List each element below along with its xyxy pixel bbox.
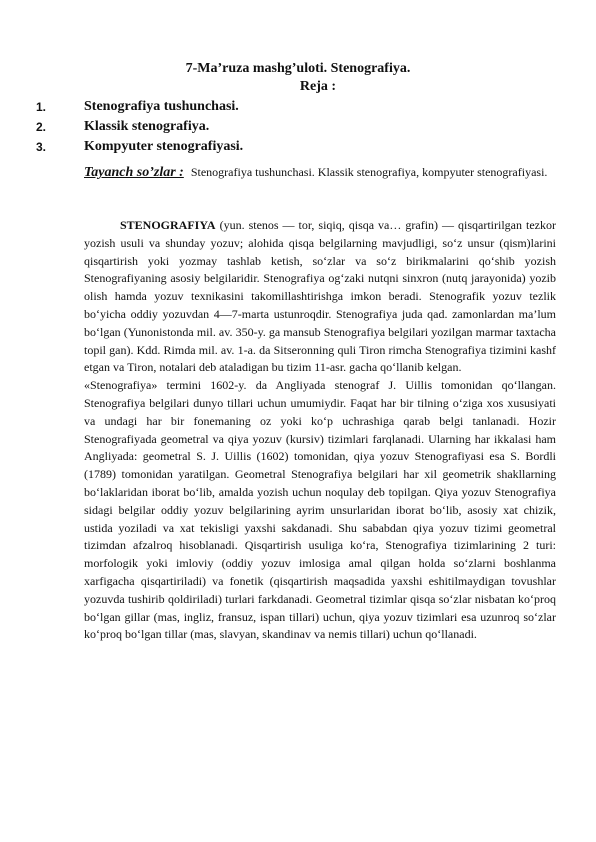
paragraph-1-text: (yun. stenos — tor, siqiq, qisqa va… grafin) — qisqartirilgan tezkor yozish usuli va shunday yozuv; alohida qisqa belgilarning mavjudligi, so‘z unsur (qism)larini qisqartirish yoki yozmay tashlab ketish, so‘zlar va so‘z birikmalarini qo‘shib yozish Stenografiyaning asosiy belgilaridir. Stenografiya og‘zaki nutqni sinxron (nutq jarayonida) yozib olish hamda yozuv texnikasini takomillashtirishga imkon beradi. Stenografik yozuv tezlik bo‘yicha oddiy yozuvdan 4—7-marta ustunroqdir. Stenografiya juda qad. zamonlardan ma’lum bo‘lgan (Yunonistonda mil. av. 350-y. ga mansub Stenografiya belgilari yozilgan marmar taxtacha topil gan). Kdd. Rimda mil. av. 1-a. da Sitseronning quli Tiron rimcha Stenografiya tizimini kashf etgan va Tiron, notalari deb ataladigan bu tizim 11-asr. gacha qo‘llanib kelgan. (84, 218, 556, 375)
paragraph-2: «Stenografiya» termini 1602-y. da Angliyada stenograf J. Uillis tomonidan qo‘llangan. Stenografiya belgilari dunyo tillari uchun umumiydir. Faqat har bir tilning o‘ziga xos xususiyati va undagi har bir fonemaning oz yoki ko‘p uchrashiga qarab belgi tanlanadi. Hozir Stenografiyada geometral va qiya yozuv (kursiv) tizimlari farqlanadi. Ularning har ikkalasi ham Angliyada: geometral S. J. Uillis (1602) tomonidan, qiya yozuv Stenografiyasi esa S. Bordli (1789) tomonidan yaratilgan. Geometral Stenografiya belgilari har xil geometrik shakllarning bo‘laklaridan iborat bo‘lib, amalda yozish uchun noqulay deb topilgan. Qiya yozuv Stenografiya sidagi belgilar oddiy yozuv belgilarining ayrim unsurlaridan iborat bo‘lib, asosiy xat chizik, ustida yoziladi va xat tekisligi yaxshi sakdanadi. Shu sababdan qiya yozuv tizimi geometral tizimdan afzalroq hisoblanadi. Qisqartirish usuliga ko‘ra, Stenografiya tizimlarining 2 turi: morfologik yoki imloviy (oddiy yozuv imlosiga amal qilgan holda so‘zlarni boshlanma xarfigacha qisqartiriladi) va fonetik (qisqartirish maqsadida yaxshi eshitilmaydigan tovushlar yozuvda tushirib qoldiriladi) turlari farkdanadi. Geometral tizimlar qisqa so‘zlar nisbatan ko‘proq bo‘lgan gillar (mas, ingliz, fransuz, ispan tillari) uchun, qiya yozuv tizimlari esa uzunroq so‘zlar ko‘proq bo‘lgan tillar (mas, slavyan, skandinav va nemis tillari) uchun qo‘llanadi. (84, 378, 556, 642)
plan-item-number: 2. (36, 120, 47, 134)
plan-item (36, 137, 556, 157)
keywords-text: Stenografiya tushunchasi. Klassik stenografiya, kompyuter stenografiyasi. (190, 165, 548, 179)
plan-item-text: Klassik stenografiya. (84, 119, 210, 134)
plan-item (36, 97, 556, 117)
plan-list (36, 97, 556, 157)
plan-item-text: Stenografiya tushunchasi. (84, 99, 239, 114)
plan-item-text: Kompyuter stenografiyasi. (84, 139, 244, 154)
keywords-line (84, 163, 556, 182)
plan-heading: Reja : (299, 79, 337, 94)
plan-item (36, 117, 556, 137)
plan-item-number: 1. (36, 100, 47, 114)
body-text (84, 217, 556, 644)
paragraph-1 (84, 217, 556, 377)
keywords-label: Tayanch so’zlar : (84, 165, 184, 180)
paragraph-lead-term: STENOGRAFIYA (120, 218, 216, 232)
plan-item-number: 3. (36, 140, 47, 154)
lecture-title: 7-Ma’ruza mashg’uloti. Stenografiya. (185, 61, 411, 76)
